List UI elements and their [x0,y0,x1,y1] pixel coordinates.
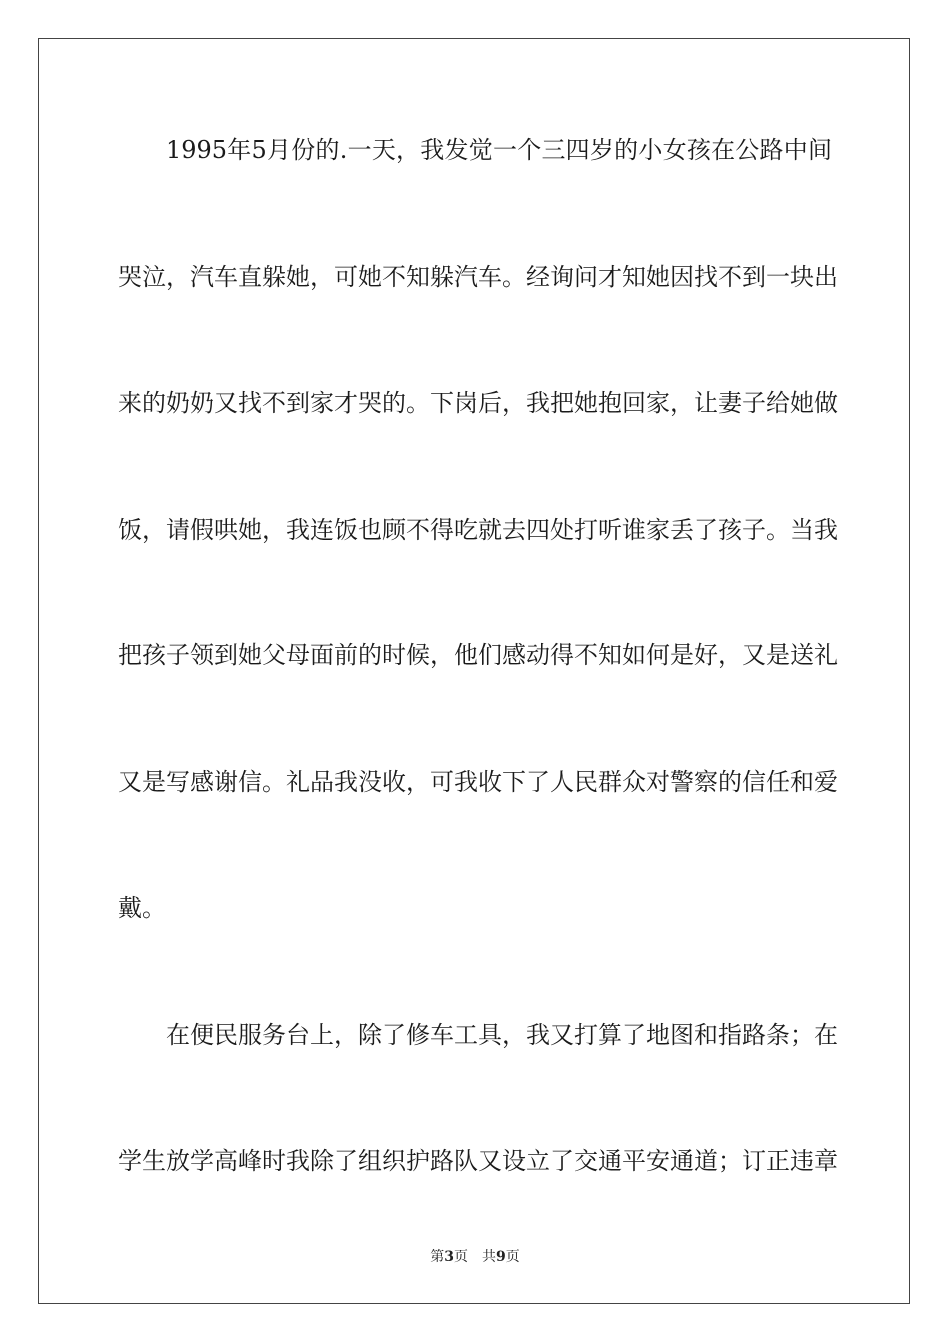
paragraph-line-6: 又是写感谢信。礼品我没收，可我收下了人民群众对警察的信任和爱 [118,768,838,796]
page-frame [38,38,910,1304]
paragraph-line-3: 来的奶奶又找不到家才哭的。下岗后，我把她抱回家，让妻子给她做 [118,389,838,417]
footer-page-current: 3 [444,1249,454,1265]
paragraph-line-5: 把孩子领到她父母面前的时候，他们感动得不知如何是好，又是送礼 [118,641,838,669]
page-footer [0,1248,950,1266]
footer-page-prefix: 第 [430,1249,445,1265]
paragraph-line-8: 在便民服务台上，除了修车工具，我又打算了地图和指路条；在 [166,1021,838,1049]
footer-total-suffix: 页 [505,1249,520,1265]
footer-total-prefix: 共 [482,1249,496,1265]
paragraph-line-9: 学生放学高峰时我除了组织护路队又设立了交通平安通道；订正违章 [118,1147,838,1175]
footer-page-suffix: 页 [454,1249,468,1265]
footer-page-total: 9 [496,1249,506,1265]
paragraph-line-7: 戴。 [118,894,166,922]
paragraph-line-1: 1995年5月份的.一天，我发觉一个三四岁的小女孩在公路中间 [166,136,832,164]
paragraph-line-4: 饭，请假哄她，我连饭也顾不得吃就去四处打听谁家丢了孩子。当我 [118,516,838,544]
paragraph-line-2: 哭泣，汽车直躲她，可她不知躲汽车。经询问才知她因找不到一块出 [118,263,838,291]
